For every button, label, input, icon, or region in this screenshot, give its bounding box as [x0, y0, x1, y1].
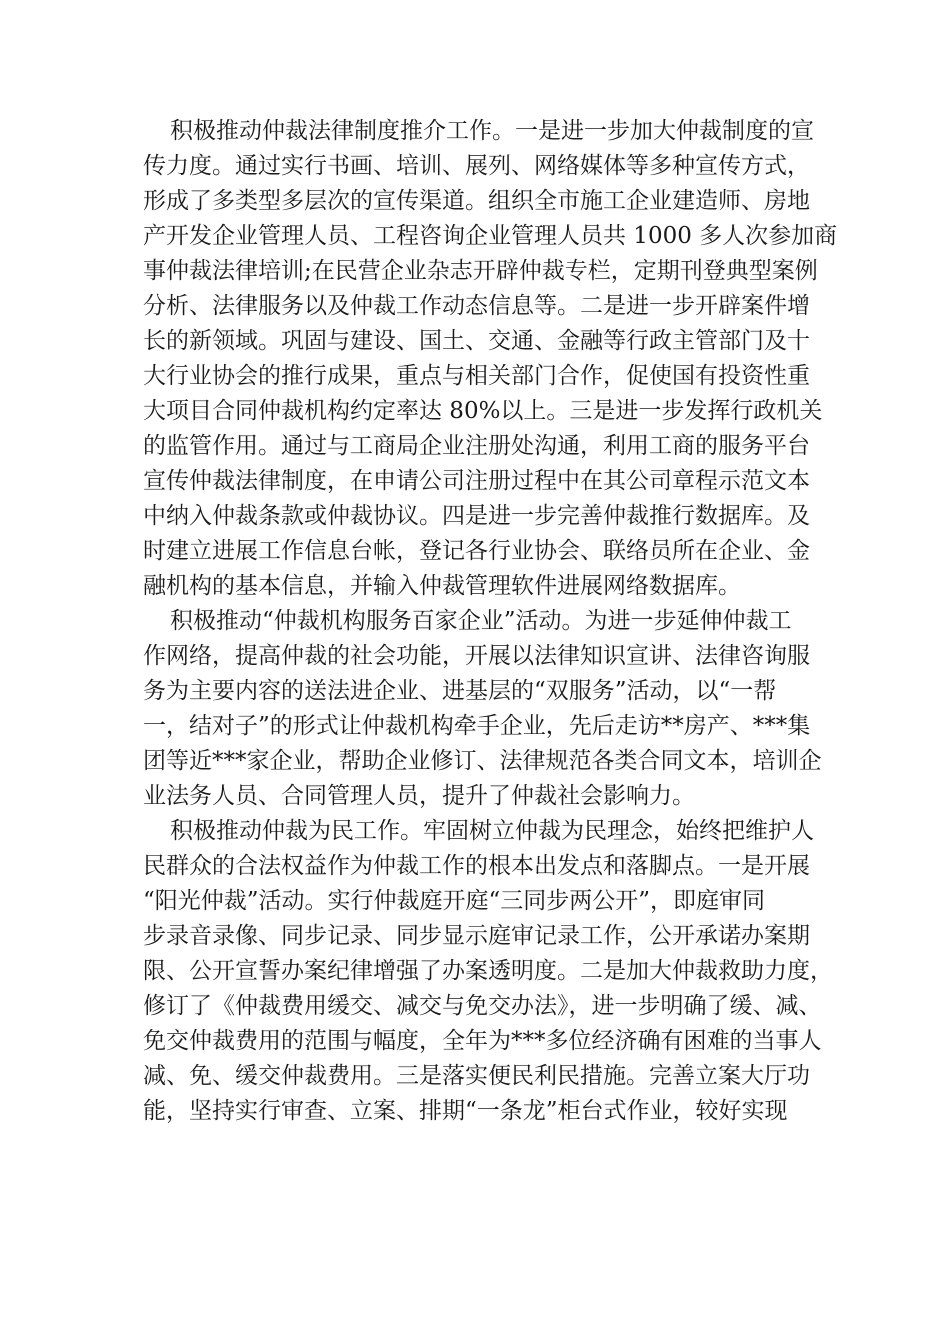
paragraph-2-line-1: 积极推动“仲裁机构服务百家企业”活动。为进一步延伸仲裁工 [170, 608, 792, 634]
paragraph-1-line-7: 长的新领域。巩固与建设、国土、交通、金融等行政主管部门及十 [143, 328, 810, 354]
paragraph-3-line-6: 修订了《仲裁费用缓交、减交与免交办法》，进一步明确了缓、减、 [143, 993, 822, 1019]
paragraph-2-line-6: 业法务人员、合同管理人员，提升了仲裁社会影响力。 [143, 783, 695, 809]
paragraph-1-line-6: 分析、法律服务以及仲裁工作动态信息等。二是进一步开辟案件增 [143, 293, 810, 319]
paragraph-1-line-5: 事仲裁法律培训;在民营企业杂志开辟仲裁专栏，定期刊登典型案例 [143, 258, 818, 284]
paragraph-1-line-13: 时建立进展工作信息台帐，登记各行业协会、联络员所在企业、金 [143, 538, 810, 564]
paragraph-1-line-4: 产开发企业管理人员、工程咨询企业管理人员共 1000 多人次参加商 [143, 223, 838, 249]
paragraph-1-line-3: 形成了多类型多层次的宣传渠道。组织全市施工企业建造师、房地 [143, 188, 810, 214]
paragraph-1-line-11: 宣传仲裁法律制度，在申请公司注册过程中在其公司章程示范文本 [143, 468, 810, 494]
paragraph-1-line-10: 的监管作用。通过与工商局企业注册处沟通，利用工商的服务平台 [143, 433, 810, 459]
paragraph-3-line-9: 能，坚持实行审查、立案、排期“一条龙”柜台式作业，较好实现 [143, 1098, 788, 1124]
paragraph-3-line-2: 民群众的合法权益作为仲裁工作的根本出发点和落脚点。一是开展 [143, 853, 810, 879]
paragraph-1-line-2: 传力度。通过实行书画、培训、展列、网络媒体等多种宣传方式， [143, 153, 810, 179]
paragraph-1-line-14: 融机构的基本信息，并输入仲裁管理软件进展网络数据库。 [143, 573, 741, 599]
paragraph-2-line-2: 作网络，提高仲裁的社会功能，开展以法律知识宣讲、法律咨询服 [143, 643, 810, 669]
paragraph-1-line-8: 大行业协会的推行成果，重点与相关部门合作，促使国有投资性重 [143, 363, 810, 389]
paragraph-3-line-4: 步录音录像、同步记录、同步显示庭审记录工作，公开承诺办案期 [143, 923, 810, 949]
paragraph-2-line-3: 务为主要内容的送法进企业、进基层的“双服务”活动，以“一帮 [143, 678, 777, 704]
paragraph-2-line-5: 团等近***家企业，帮助企业修订、法律规范各类合同文本，培训企 [143, 748, 822, 774]
paragraph-2-line-4: 一，结对子”的形式让仲裁机构牵手企业，先后走访**房产、***集 [143, 713, 811, 739]
paragraph-3-line-5: 限、公开宣誓办案纪律增强了办案透明度。二是加大仲裁救助力度， [143, 958, 833, 984]
paragraph-3-line-3: “阳光仲裁”活动。实行仲裁庭开庭“三同步两公开”，即庭审同 [143, 888, 766, 914]
paragraph-3-line-8: 减、免、缓交仲裁费用。三是落实便民利民措施。完善立案大厅功 [143, 1063, 810, 1089]
paragraph-1-line-12: 中纳入仲裁条款或仲裁协议。四是进一步完善仲裁推行数据库。及 [143, 503, 810, 529]
paragraph-3-line-7: 免交仲裁费用的范围与幅度，全年为***多位经济确有困难的当事人 [143, 1028, 822, 1054]
paragraph-3-line-1: 积极推动仲裁为民工作。牢固树立仲裁为民理念，始终把维护人 [170, 818, 814, 844]
paragraph-1-line-9: 大项目合同仲裁机构约定率达 80%以上。三是进一步发挥行政机关 [143, 398, 823, 424]
paragraph-1-line-1: 积极推动仲裁法律制度推介工作。一是进一步加大仲裁制度的宣 [170, 118, 814, 144]
